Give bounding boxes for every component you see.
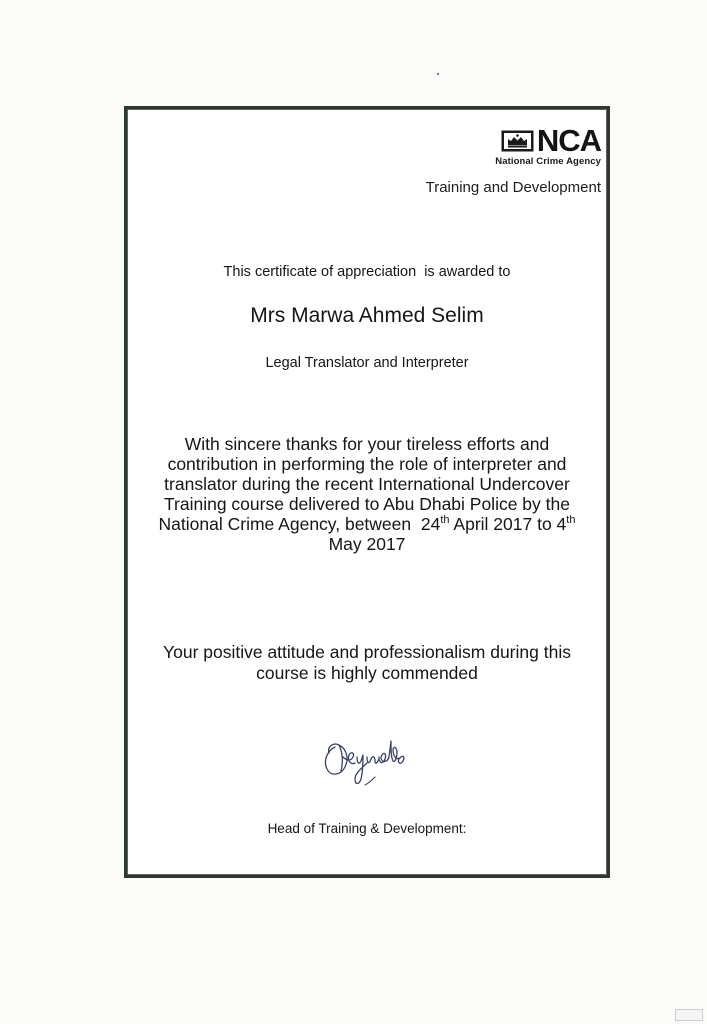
commendation-paragraph <box>127 642 607 684</box>
thanks-line: With sincere thanks for your tireless efforts and <box>184 434 550 454</box>
signatory-title: Head of Training & Development: <box>267 821 467 836</box>
crown-crest-icon <box>501 130 534 152</box>
commend-line: Your positive attitude and professionalism during this <box>163 642 571 662</box>
signature-image <box>313 727 413 789</box>
recipient-role: Legal Translator and Interpreter <box>265 355 469 371</box>
scanner-badge <box>675 1009 703 1021</box>
ordinal-suffix: th <box>440 514 450 527</box>
ordinal-suffix: th <box>566 514 576 527</box>
thanks-line: Training course delivered to Abu Dhabi Police by the <box>164 494 570 514</box>
dates-text-start: National Crime Agency, between 24 <box>158 514 441 534</box>
recipient-name: Mrs Marwa Ahmed Selim <box>250 304 484 327</box>
scan-speck <box>437 73 439 75</box>
awarded-line: This certificate of appreciation is awarded to <box>223 264 511 280</box>
nca-logo <box>495 123 601 167</box>
thanks-paragraph <box>127 434 607 554</box>
logo-subtitle: National Crime Agency <box>495 156 601 167</box>
logo-wordmark: NCA <box>536 123 601 158</box>
department-heading: Training and Development <box>425 179 601 196</box>
thanks-line-dates <box>135 514 599 534</box>
thanks-line: contribution in performing the role of interpreter and <box>167 454 567 474</box>
thanks-line: translator during the recent International Undercover <box>164 474 570 494</box>
dates-text-end: April 2017 to 4 <box>449 514 567 534</box>
thanks-line: May 2017 <box>328 534 406 554</box>
commend-line: course is highly commended <box>256 663 478 683</box>
certificate-frame <box>124 106 610 878</box>
